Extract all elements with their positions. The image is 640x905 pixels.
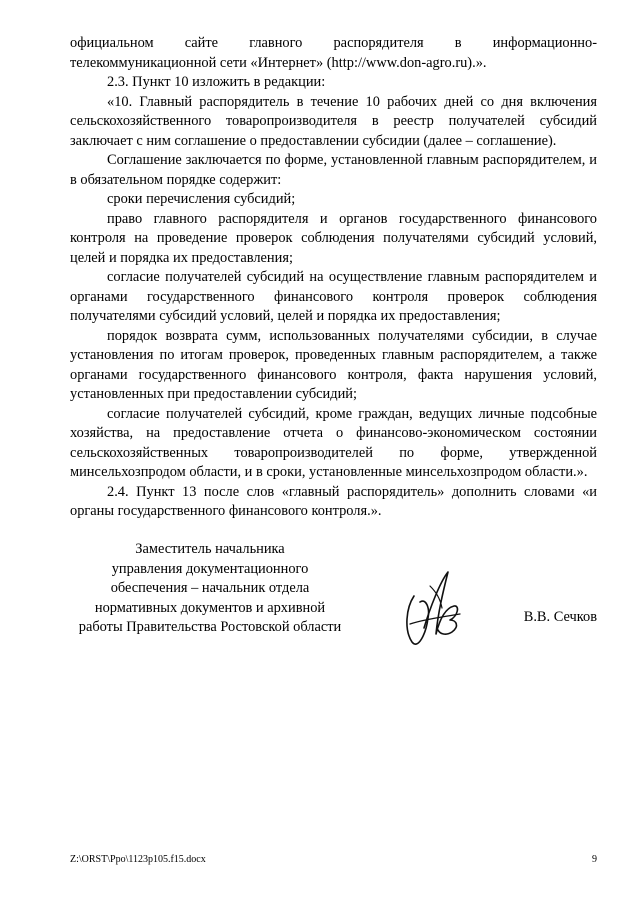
signatory-title-line: Заместитель начальника	[135, 541, 285, 557]
page-number: 9	[592, 854, 597, 865]
paragraph-continuation: официальном сайте главного распорядителя в информационно-телекоммуникационной сети «Интернет» (http://www.don-agro.ru).».	[70, 35, 597, 71]
paragraph-list-item: согласие получателей субсидий, кроме граждан, ведущих личные подсобные хозяйства, на предоставление отчета о финансово-экономическом состоянии сельскохозяйственных товаропроизводителей по форме, утвержденной минсельхозпродом области, и в сроки, установленные минсельхозпродом области.».	[70, 405, 597, 480]
signatory-title-line: управления документационного	[111, 560, 309, 577]
paragraph-list-item: сроки перечисления субсидий;	[107, 191, 296, 207]
paragraph-list-item: порядок возврата сумм, использованных получателями субсидии, в случае установления по итогам проверок, проведенных главным распорядителем, а также органами государственного финансового контроля, факта нарушения условий, установленных при предоставлении субсидий;	[70, 327, 597, 402]
footer-file-path: Z:\ORST\Ppo\1123p105.f15.docx	[70, 854, 206, 865]
signatory-name: В.В. Сечков	[523, 609, 597, 625]
paragraph-item-2-3: 2.3. Пункт 10 изложить в редакции:	[107, 74, 326, 90]
handwritten-signature	[400, 568, 468, 652]
paragraph-item-2-4: 2.4. Пункт 13 после слов «главный распорядитель» дополнить словами «и органы государственного финансового контроля.».	[70, 483, 597, 519]
signatory-title-line: обеспечения – начальник отдела	[110, 580, 310, 596]
signatory-title	[70, 540, 350, 638]
paragraph-point-10: «10. Главный распорядитель в течение 10 рабочих дней со дня включения сельскохозяйственного товаропроизводителя в реестр получателей субсидий заключает с ним соглашение о предоставлении субсидии (далее – соглашение).	[70, 93, 597, 149]
signatory-title-line: работы Правительства Ростовской области	[78, 619, 342, 635]
paragraph-list-item: согласие получателей субсидий на осуществление главным распорядителем и органами государственного финансового контроля проверок соблюдения получателями субсидий условий, целей и порядка их предоставления;	[70, 269, 597, 324]
signatory-title-line: нормативных документов и архивной	[94, 599, 326, 616]
document-body	[70, 34, 597, 522]
paragraph-list-item: право главного распорядителя и органов государственного финансового контроля на проведение проверок соблюдения получателями субсидий условий, целей и порядка их предоставления;	[70, 210, 597, 266]
paragraph-agreement: Соглашение заключается по форме, установленной главным распорядителем, и в обязательном порядке содержит:	[70, 152, 597, 188]
